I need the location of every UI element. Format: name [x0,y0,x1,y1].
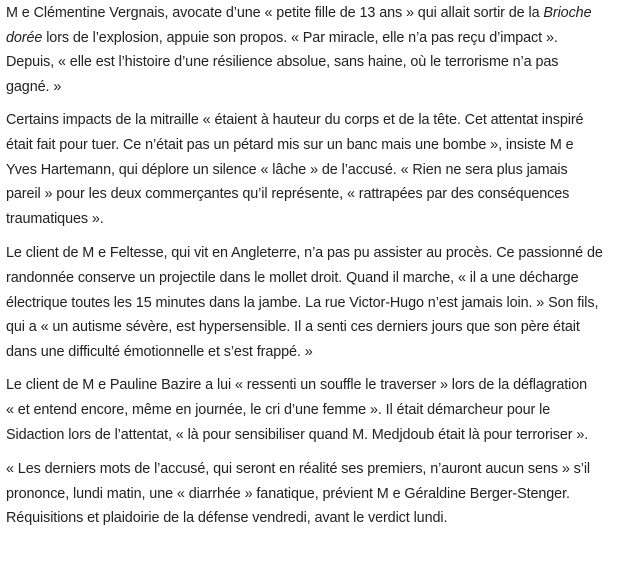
text-line: électrique toutes les 15 minutes dans la jambe. La rue Victor-Hugo n’est jamais loin. » Son fils, [6,294,599,311]
text-line: était fait pour tuer. Ce n’était pas un pétard mis sur un banc mais une bombe », insiste M e [6,136,574,153]
text-line: Yves Hartemann, qui déplore un silence « lâche » de l’accusé. « Rien ne sera plus jamais [6,161,568,178]
text-line: pareil » pour les deux commerçantes qu’il représente, « rattrapées par des conséquences [6,186,570,203]
paragraph-4 [6,373,596,447]
text-line: Réquisitions et plaidoirie de la défense vendredi, avant le verdict lundi. [6,510,448,527]
text-line: « Les derniers mots de l’accusé, qui seront en réalité ses premiers, n’auront aucun sens » s’il [6,461,591,478]
paragraph-1 [6,1,596,99]
text-line: qui a « un autisme sévère, est hypersensible. Il a senti ces derniers jours que son père était [6,319,580,336]
paragraph-3 [6,241,603,364]
text-line: « et entend encore, même en journée, le cri d’une femme ». Il était démarcheur pour le [6,401,551,418]
text-segment: M e Clémentine Vergnais, avocate d’une « petite fille de 13 ans » qui allait sortir de la [6,5,544,21]
italic-text: dorée [6,29,43,46]
text-line: Depuis, « elle est l’histoire d’une résilience absolue, sans haine, où le terrorisme n’a pas [6,54,559,71]
text-line: Le client de M e Feltesse, qui vit en Angleterre, n’a pas pu assister au procès. Ce passionné de [6,245,603,262]
text-line: Le client de M e Pauline Bazire a lui « ressenti un souffle le traverser » lors de la déflagration [6,377,588,394]
text-line [6,26,596,51]
text-line: prononce, lundi matin, une « diarrhée » fanatique, prévient M e Géraldine Berger-Stenger. [6,485,570,502]
text-line: randonnée conserve un projectile dans le mollet droit. Quand il marche, « il a une décharge [6,269,579,286]
paragraph-5 [6,457,596,531]
text-line: Sidaction lors de l’attentat, « là pour sensibiliser quand M. Medjdoub était là pour terroriser ». [6,426,589,443]
text-line [6,1,596,26]
text-line: Certains impacts de la mitraille « étaient à hauteur du corps et de la tête. Cet attentat inspiré [6,112,584,129]
text-line: traumatiques ». [6,210,104,227]
text-segment: lors de l’explosion, appuie son propos. « Par miracle, elle n’a pas reçu d’impact ». [42,29,558,46]
paragraph-2 [6,108,596,231]
text-line: dans une difficulté émotionnelle et s’est frappé. » [6,343,313,360]
text-line: gagné. » [6,78,62,95]
italic-text: Brioche [543,5,592,21]
